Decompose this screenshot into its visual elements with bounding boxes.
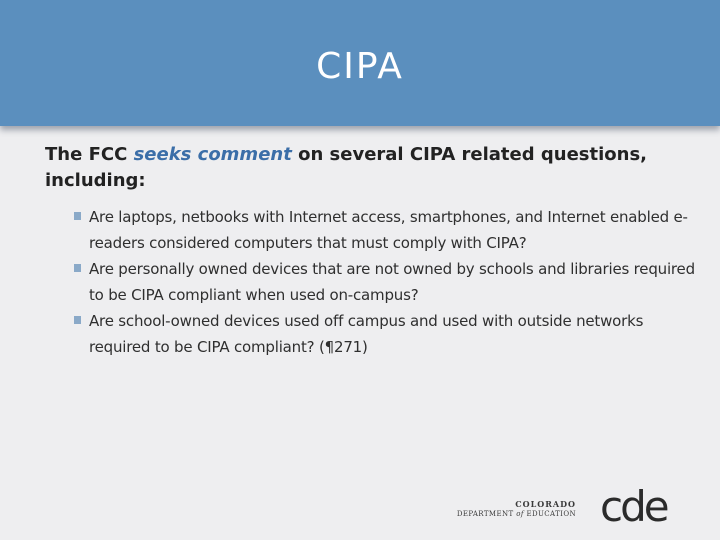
- square-bullet-icon: [74, 264, 81, 272]
- list-item-text: Are laptops, netbooks with Internet access, smartphones, and Internet enabled e-readers considered computers that must comply with CIPA?: [89, 208, 688, 252]
- logo-state-text: COLORADO: [515, 499, 576, 509]
- title-bar: [0, 0, 720, 126]
- slide-title: CIPA: [316, 46, 404, 87]
- intro-emphasis: seeks comment: [133, 144, 292, 165]
- intro-text-before: The FCC: [45, 144, 134, 165]
- cde-logo: [456, 482, 696, 531]
- logo-department-text: [457, 510, 576, 518]
- intro-text-after: on several CIPA related questions, including:: [45, 144, 648, 191]
- slide-body: [45, 142, 695, 360]
- question-list: [45, 204, 695, 360]
- list-item-text: Are school-owned devices used off campus and used with outside networks required to be CIPA compliant? (¶271): [89, 312, 644, 356]
- logo-department-of: of: [516, 510, 524, 518]
- list-item: [45, 204, 695, 256]
- square-bullet-icon: [74, 212, 81, 220]
- logo-department-after: EDUCATION: [523, 510, 576, 518]
- list-item: [45, 308, 695, 360]
- intro-paragraph: [45, 142, 695, 194]
- logo-department-before: DEPARTMENT: [456, 510, 517, 518]
- list-item: [45, 256, 695, 308]
- list-item-text: Are personally owned devices that are not owned by schools and libraries required to be CIPA compliant when used on-campus?: [89, 260, 695, 304]
- square-bullet-icon: [74, 316, 81, 324]
- logo-mark: cde: [600, 482, 667, 531]
